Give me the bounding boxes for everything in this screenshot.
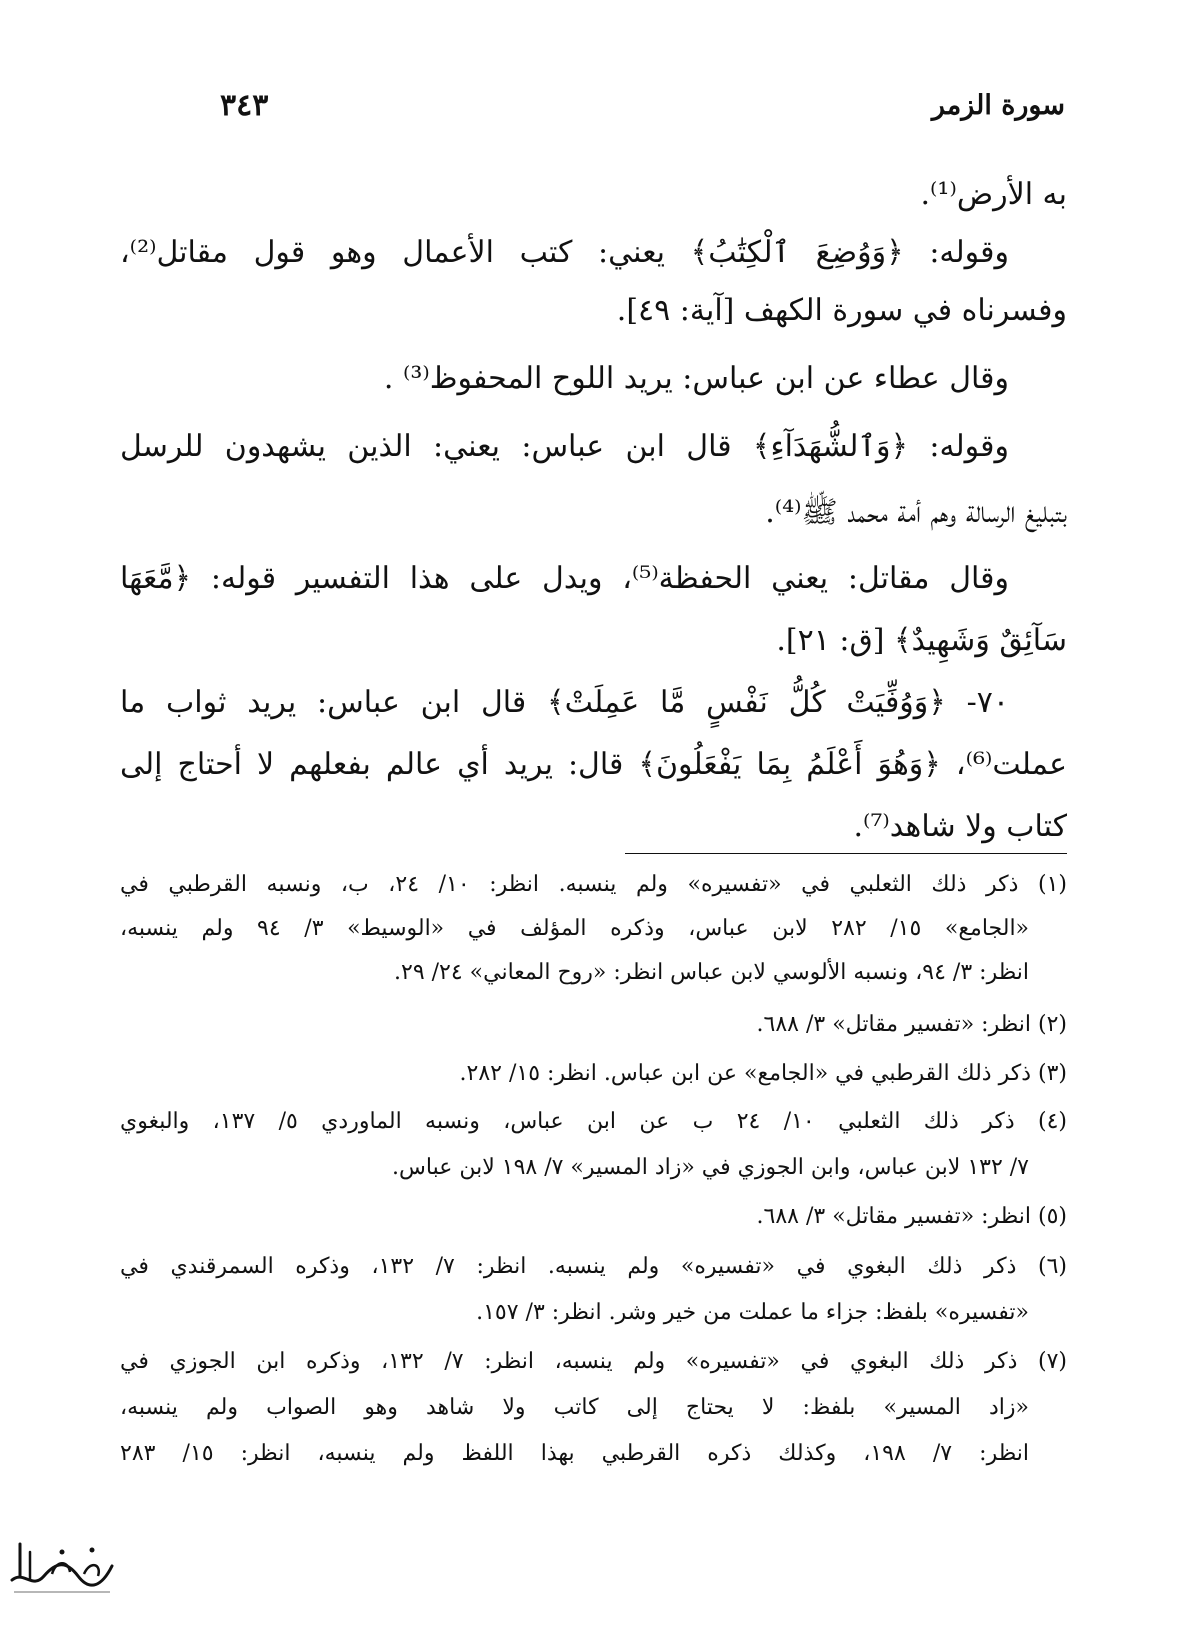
main-line: كتاب ولا شاهد⁽⁷⁾. <box>853 809 1067 844</box>
main-line: ٧٠- ﴿وَوُفِّيَتْ كُلُّ نَفْسٍ مَّا عَمِلَتْ﴾ قال ابن عباس: يريد ثواب ما <box>120 685 1009 720</box>
main-line: وقوله: ﴿وَوُضِعَ ٱلْكِتَٰبُ﴾ يعني: كتب الأعمال وهو قول مقاتل⁽²⁾، <box>120 235 1009 270</box>
main-line: وفسرناه في سورة الكهف [آية: ٤٩]. <box>616 293 1067 328</box>
footnote-line: «الجامع» ١٥/ ٢٨٢ لابن عباس، وذكره المؤلف في «الوسيط» ٣/ ٩٤ ولم ينسبه، <box>120 916 1030 941</box>
footnote-line: ٧/ ١٣٢ لابن عباس، وابن الجوزي في «زاد المسير» ٧/ ١٩٨ لابن عباس. <box>392 1155 1029 1180</box>
page-header <box>120 86 1065 136</box>
footnote-line: (١) ذكر ذلك الثعلبي في «تفسيره» ولم ينسبه. انظر: ١٠/ ٢٤، ب، ونسبه القرطبي في <box>120 872 1067 897</box>
footnote-line: «زاد المسير» بلفظ: لا يحتاج إلى كاتب ولا شاهد وهو الصواب ولم ينسبه، <box>120 1395 1029 1420</box>
main-line: بتبليغ الرسالة وهم أمة محمد ﷺ⁽⁴⁾. <box>765 495 1067 530</box>
footnote-line: «تفسيره» بلفظ: جزاء ما عملت من خير وشر. انظر: ٣/ ١٥٧. <box>476 1300 1029 1325</box>
footnote-separator <box>625 853 1067 854</box>
footnote-line: (٧) ذكر ذلك البغوي في «تفسيره» ولم ينسبه، انظر: ٧/ ١٣٢، وذكره ابن الجوزي في <box>120 1349 1067 1374</box>
main-line: سَآئِقٌ وَشَهِيدٌ﴾ [ق: ٢١]. <box>776 623 1067 658</box>
footnote-line: (٦) ذكر ذلك البغوي في «تفسيره» ولم ينسبه. انظر: ٧/ ١٣٢، وذكره السمرقندي في <box>120 1254 1067 1279</box>
main-line: عملت⁽⁶⁾، ﴿وَهُوَ أَعْلَمُ بِمَا يَفْعَلُونَ﴾ قال: يريد أي عالم بفعلهم لا أحتاج إلى <box>120 747 1067 782</box>
footnote-line: (٤) ذكر ذلك الثعلبي ١٠/ ٢٤ ب عن ابن عباس، ونسبه الماوردي ٥/ ١٣٧، والبغوي <box>120 1109 1067 1134</box>
calligraphy-stamp-icon <box>6 1530 118 1602</box>
main-line: وقال مقاتل: يعني الحفظة⁽⁵⁾، ويدل على هذا التفسير قوله: ﴿مَّعَهَا <box>120 561 1009 596</box>
footnote-line: انظر: ٣/ ٩٤، ونسبه الألوسي لابن عباس انظر: «روح المعاني» ٢٤/ ٢٩. <box>394 960 1029 985</box>
footnote-line: (٢) انظر: «تفسير مقاتل» ٣/ ٦٨٨. <box>756 1012 1067 1037</box>
page-number: ٣٤٣ <box>220 88 269 123</box>
main-line: به الأرض⁽¹⁾. <box>920 177 1067 212</box>
surah-title: سورة الزمر <box>931 90 1065 121</box>
main-line: وقال عطاء عن ابن عباس: يريد اللوح المحفوظ⁽³⁾ . <box>383 361 1009 396</box>
footnote-line: (٣) ذكر ذلك القرطبي في «الجامع» عن ابن عباس. انظر: ١٥/ ٢٨٢. <box>459 1061 1067 1086</box>
main-line: وقوله: ﴿وَٱلشُّهَدَآءِ﴾ قال ابن عباس: يعني: الذين يشهدون للرسل <box>120 429 1009 464</box>
footnote-line: (٥) انظر: «تفسير مقاتل» ٣/ ٦٨٨. <box>756 1204 1067 1229</box>
footnote-line: انظر: ٧/ ١٩٨، وكذلك ذكره القرطبي بهذا اللفظ ولم ينسبه، انظر: ١٥/ ٢٨٣ <box>120 1441 1030 1466</box>
